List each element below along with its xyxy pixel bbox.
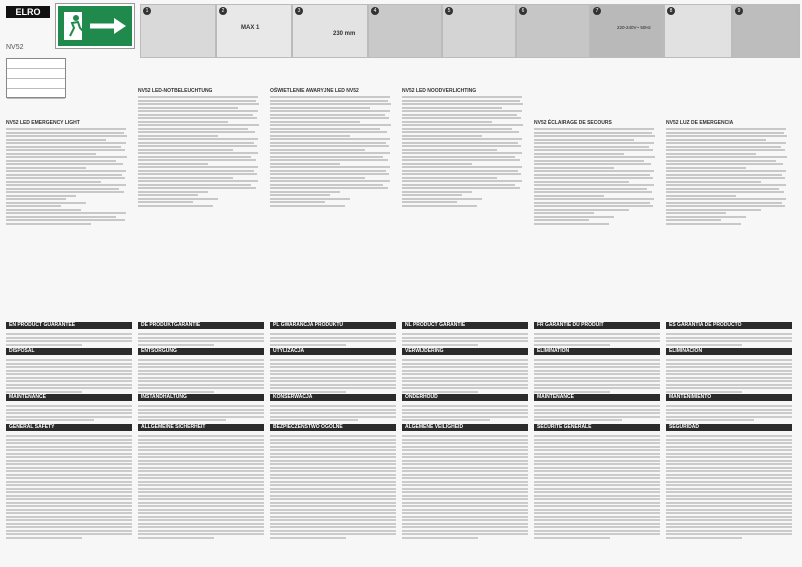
intro-title-pl: OŚWIETLENIE AWARYJNE LED NV52 — [270, 88, 359, 94]
maintenance-header-fr: MAINTENANCE — [534, 394, 660, 401]
rating-label — [6, 58, 66, 98]
disposal-header-en: DISPOSAL — [6, 348, 132, 355]
guarantee-header-pl: PL GWARANCJA PRODUKTU — [270, 322, 396, 329]
intro-title-es: NV52 LUZ DE EMERGENCIA — [666, 120, 734, 126]
guarantee-header-nl: NL PRODUCT GARANTIE — [402, 322, 528, 329]
step-photo-4: 4 — [368, 4, 442, 58]
brand-text: ELRO — [15, 7, 41, 17]
disposal-text-de — [138, 358, 264, 394]
safety-header-es: SEGURIDAD — [666, 424, 792, 431]
maintenance-text-nl — [402, 404, 528, 423]
disposal-header-nl: VERWIJDERING — [402, 348, 528, 355]
step-photo-9: 9 — [732, 4, 800, 58]
safety-header-fr: SÉCURITÉ GÉNÉRALE — [534, 424, 660, 431]
maintenance-header-nl: ONDERHOUD — [402, 394, 528, 401]
guarantee-header-de: DE PRODUKTGARANTIE — [138, 322, 264, 329]
maintenance-text-de — [138, 404, 264, 423]
exit-sign-illustration — [56, 4, 134, 48]
disposal-text-es — [666, 358, 792, 394]
photo-label-voltage: 220-240V~ 50Hz — [617, 25, 651, 30]
maintenance-header-es: MANTENIMIENTO — [666, 394, 792, 401]
intro-title-de: NV52 LED-NOTBELEUCHTUNG — [138, 88, 213, 94]
brand-logo — [6, 6, 50, 18]
disposal-header-es: ELIMINACIÓN — [666, 348, 792, 355]
step-photo-2: 2 MAX 1 — [216, 4, 292, 58]
guarantee-text-fr — [534, 332, 660, 347]
safety-text-de — [138, 434, 264, 540]
installation-steps — [140, 4, 800, 56]
intro-text-de — [138, 96, 262, 207]
maintenance-text-pl — [270, 404, 396, 423]
step-photo-3: 3 230 mm — [292, 4, 368, 58]
safety-text-en — [6, 434, 132, 540]
col-es — [666, 120, 790, 320]
running-man-arrow-icon — [58, 6, 132, 46]
col-fr — [534, 120, 658, 320]
guarantee-text-es — [666, 332, 792, 347]
maintenance-header-de: INSTANDHALTUNG — [138, 394, 264, 401]
safety-text-nl — [402, 434, 528, 540]
disposal-text-nl — [402, 358, 528, 394]
intro-text-pl — [270, 96, 394, 207]
step-photo-6: 6 — [516, 4, 590, 58]
maintenance-text-es — [666, 404, 792, 423]
intro-text-fr — [534, 128, 658, 225]
step-photo-1: 1 — [140, 4, 216, 58]
maintenance-text-en — [6, 404, 132, 423]
safety-text-pl — [270, 434, 396, 540]
guarantee-header-es: ES GARANTÍA DE PRODUCTO — [666, 322, 792, 329]
disposal-header-pl: UTYLIZACJA — [270, 348, 396, 355]
intro-title-nl: NV52 LED NOODVERLICHTING — [402, 88, 477, 94]
intro-text-nl — [402, 96, 526, 207]
guarantee-text-de — [138, 332, 264, 347]
disposal-header-fr: ÉLIMINATION — [534, 348, 660, 355]
safety-header-en: GENERAL SAFETY — [6, 424, 132, 431]
disposal-text-pl — [270, 358, 396, 394]
safety-text-es — [666, 434, 792, 540]
step-photo-7: 7 220-240V~ 50Hz — [590, 4, 664, 58]
maintenance-text-fr — [534, 404, 660, 423]
disposal-header-de: ENTSORGUNG — [138, 348, 264, 355]
maintenance-header-en: MAINTENANCE — [6, 394, 132, 401]
intro-title-fr: NV52 ÉCLAIRAGE DE SECOURS — [534, 120, 612, 126]
col-gb — [6, 120, 130, 320]
intro-text-gb — [6, 128, 130, 225]
col-de — [138, 88, 262, 288]
step-photo-8: 8 — [664, 4, 732, 58]
photo-label-max: MAX 1 — [241, 25, 260, 31]
guarantee-text-en — [6, 332, 132, 347]
model-number: NV52 — [6, 44, 24, 51]
disposal-text-en — [6, 358, 132, 394]
guarantee-text-pl — [270, 332, 396, 347]
safety-header-pl: BEZPIECZEŃSTWO OGÓLNE — [270, 424, 396, 431]
guarantee-text-nl — [402, 332, 528, 347]
safety-text-fr — [534, 434, 660, 540]
maintenance-header-pl: KONSERWACJA — [270, 394, 396, 401]
guarantee-header-fr: FR GARANTIE DU PRODUIT — [534, 322, 660, 329]
photo-label-distance: 230 mm — [333, 31, 356, 37]
col-nl — [402, 88, 526, 288]
intro-title-gb: NV52 LED EMERGENCY LIGHT — [6, 120, 80, 126]
safety-header-de: ALLGEMEINE SICHERHEIT — [138, 424, 264, 431]
intro-text-es — [666, 128, 790, 225]
disposal-text-fr — [534, 358, 660, 394]
safety-header-nl: ALGEMENE VEILIGHEID — [402, 424, 528, 431]
guarantee-header-en: EN PRODUCT GUARANTEE — [6, 322, 132, 329]
col-pl — [270, 88, 394, 288]
step-photo-5: 5 — [442, 4, 516, 58]
